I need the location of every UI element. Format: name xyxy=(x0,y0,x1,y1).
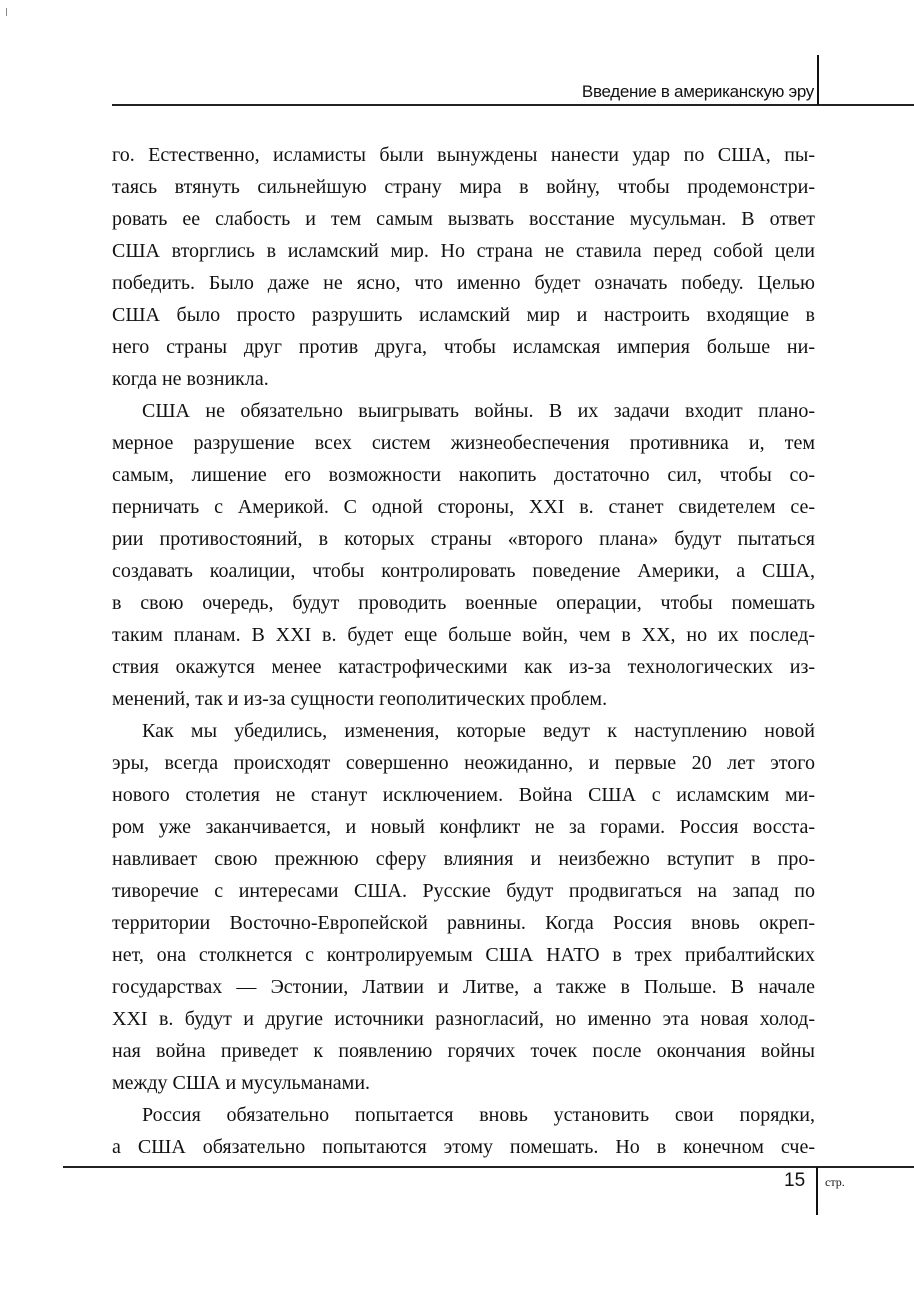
text-line: США не обязательно выигрывать войны. В их задачи входит плано- xyxy=(142,400,815,422)
text-line: перничать с Америкой. С одной стороны, XXI в. станет свидетелем се- xyxy=(112,496,815,518)
page-label: стр. xyxy=(825,1175,845,1189)
text-line: когда не возникла. xyxy=(112,368,269,390)
text-line: XXI в. будут и другие источники разногласий, но именно эта новая холод- xyxy=(112,1008,815,1030)
text-line: победить. Было даже не ясно, что именно будет означать победу. Целью xyxy=(112,272,815,294)
header-vertical-rule xyxy=(817,55,819,105)
text-line: тиворечие с интересами США. Русские будут продвигаться на запад по xyxy=(112,880,815,902)
text-line: США было просто разрушить исламский мир и настроить входящие в xyxy=(112,304,815,326)
text-line: создавать коалиции, чтобы контролировать поведение Америки, а США, xyxy=(112,560,815,582)
scan-mark xyxy=(6,8,7,16)
text-line: таким планам. В XXI в. будет еще больше войн, чем в XX, но их послед- xyxy=(112,624,815,646)
text-line: ровать ее слабость и тем самым вызвать восстание мусульман. В ответ xyxy=(112,208,815,230)
page-number: 15 xyxy=(784,1170,806,1191)
running-header: Введение в американскую эру xyxy=(581,82,814,101)
text-line: него страны друг против друга, чтобы исламская империя больше ни- xyxy=(112,336,815,358)
text-line: рии противостояний, в которых страны «второго плана» будут пытаться xyxy=(112,528,815,550)
text-line: территории Восточно-Европейской равнины. Когда Россия вновь окреп- xyxy=(112,912,815,934)
text-line: менений, так и из-за сущности геополитических проблем. xyxy=(112,688,608,710)
text-line: эры, всегда происходят совершенно неожиданно, и первые 20 лет этого xyxy=(112,752,815,774)
text-line: нет, она столкнется с контролируемым США НАТО в трех прибалтийских xyxy=(112,944,815,966)
text-line: мерное разрушение всех систем жизнеобеспечения противника и, тем xyxy=(112,432,815,454)
text-line: таясь втянуть сильнейшую страну мира в войну, чтобы продемонстри- xyxy=(112,176,815,198)
text-line: навливает свою прежнюю сферу влияния и неизбежно вступит в про- xyxy=(112,848,815,870)
footer-vertical-rule xyxy=(816,1167,818,1215)
text-line: в свою очередь, будут проводить военные операции, чтобы помешать xyxy=(112,592,815,614)
text-line: Как мы убедились, изменения, которые ведут к наступлению новой xyxy=(142,720,815,742)
text-line: ная война приведет к появлению горячих точек после окончания войны xyxy=(112,1040,815,1062)
text-line: ром уже заканчивается, и новый конфликт не за горами. Россия восста- xyxy=(112,816,815,838)
text-line: ствия окажутся менее катастрофическими как из-за технологических из- xyxy=(112,656,815,678)
text-line: а США обязательно попытаются этому помешать. Но в конечном сче- xyxy=(112,1136,815,1158)
header-rule xyxy=(112,104,914,106)
text-line: США вторглись в исламский мир. Но страна не ставила перед собой цели xyxy=(112,240,815,262)
text-line: государствах — Эстонии, Латвии и Литве, а также в Польше. В начале xyxy=(112,976,815,998)
body-text xyxy=(112,141,815,1165)
text-line: го. Естественно, исламисты были вынуждены нанести удар по США, пы- xyxy=(112,144,815,166)
text-line: самым, лишение его возможности накопить достаточно сил, чтобы со- xyxy=(112,464,815,486)
text-line: Россия обязательно попытается вновь установить свои порядки, xyxy=(142,1104,815,1126)
text-line: между США и мусульманами. xyxy=(112,1072,371,1094)
footer-rule xyxy=(63,1166,914,1168)
text-line: нового столетия не станут исключением. Война США с исламским ми- xyxy=(112,784,815,806)
